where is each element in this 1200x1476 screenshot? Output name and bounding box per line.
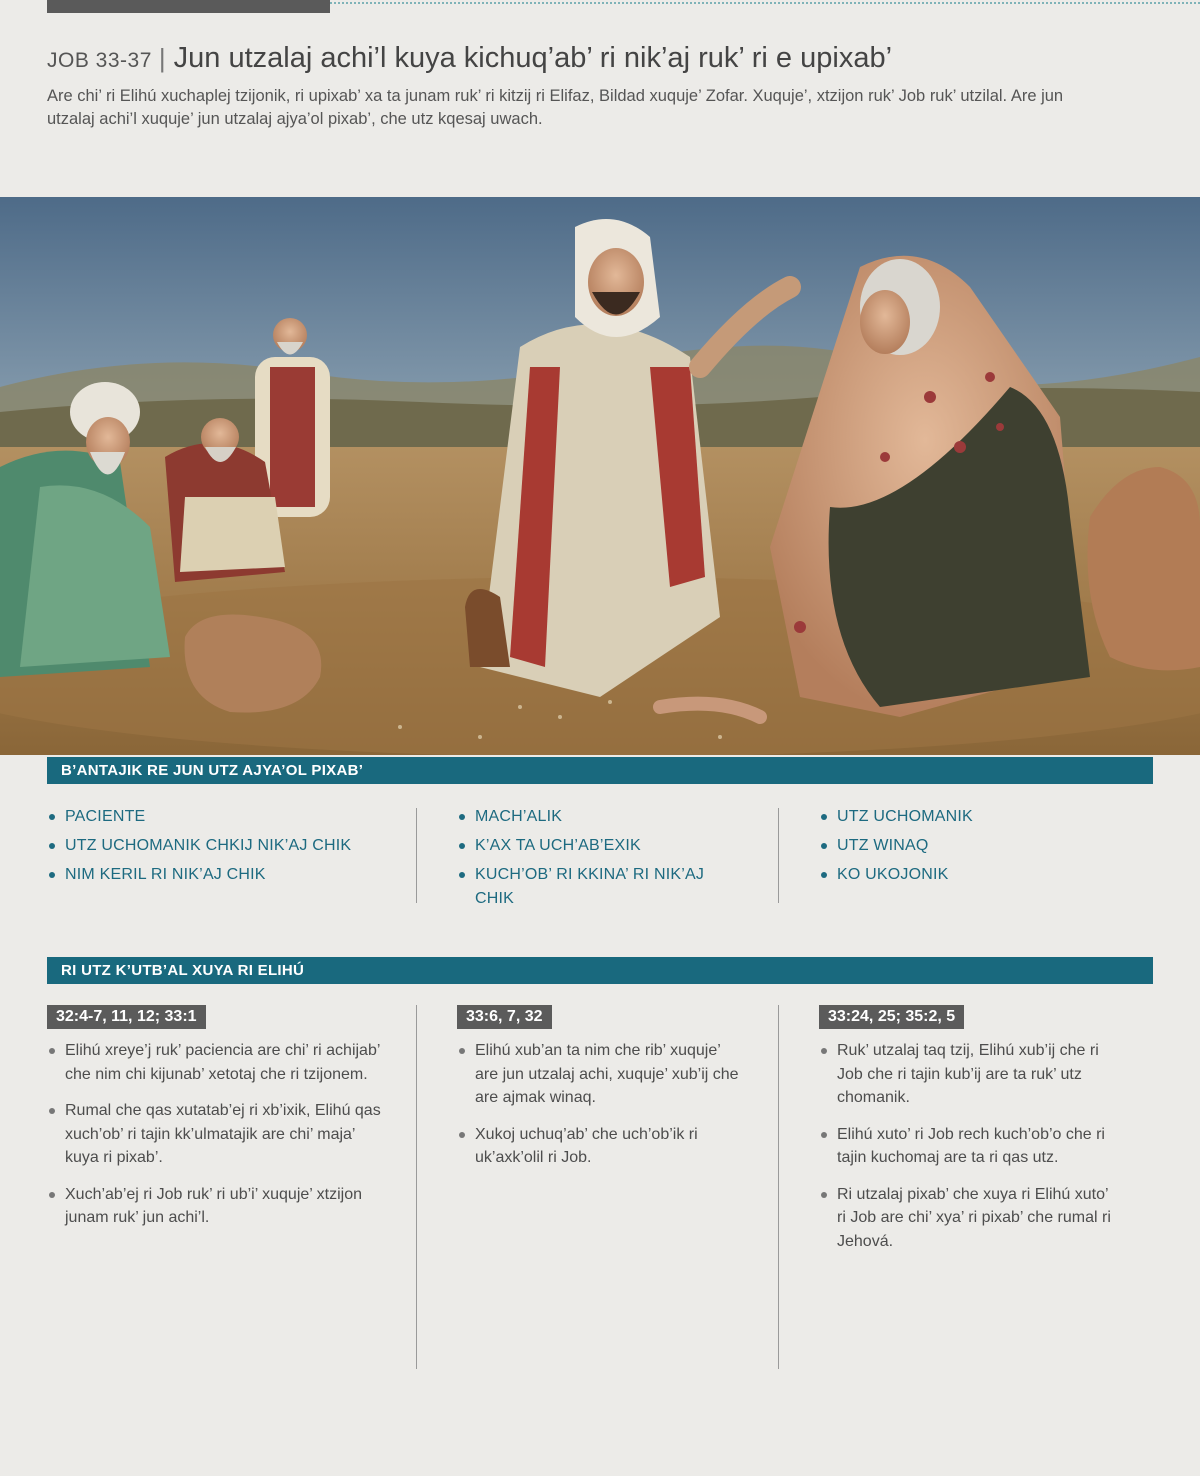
example-item: Rumal che qas xutatab’ej ri xb’ixik, Elihú qas xuch’ob’ ri tajin kk’ulmatajik are chi’ maja’ kuya ri pixab’. [47, 1099, 382, 1170]
qualities-column-3 [819, 805, 1119, 892]
top-decor-bar [47, 0, 330, 13]
header [47, 42, 1157, 131]
example-column-1 [47, 1005, 382, 1243]
quality-item: KUCH’OB’ RI KKINA’ RI NIK’AJ CHIK [457, 863, 707, 911]
example-column-3 [819, 1005, 1119, 1266]
example-item: Xuch’ab’ej ri Job ruk’ ri ub’i’ xuquje’ xtzijon junam ruk’ jun achi’l. [47, 1183, 382, 1230]
column-divider [778, 808, 779, 903]
qualities-heading: B’ANTAJIK RE JUN UTZ AJYA’OL PIXAB’ [47, 757, 1153, 784]
column-divider [416, 808, 417, 903]
qualities-column-1 [47, 805, 407, 892]
quality-item: NIM KERIL RI NIK’AJ CHIK [47, 863, 407, 887]
example-column-2 [457, 1005, 747, 1183]
quality-item: K’AX TA UCH’AB’EXIK [457, 834, 707, 858]
quality-item: MACH’ALIK [457, 805, 707, 829]
example-item: Elihú xuto’ ri Job rech kuch’ob’o che ri tajin kuchomaj are ta ri qas utz. [819, 1123, 1119, 1170]
scripture-ref-box: 33:6, 7, 32 [457, 1005, 552, 1029]
qualities-section [47, 805, 1153, 925]
quality-item: UTZ UCHOMANIK [819, 805, 1119, 829]
intro-paragraph: Are chi’ ri Elihú xuchaplej tzijonik, ri upixab’ xa ta junam ruk’ ri kitzij ri Elifaz, Bildad xuquje’ Zofar. Xuquje’, xtzijon ruk’ Job ruk’ utzilal. Are jun utzalaj achi’l xuquje’ jun utzalaj ajya’ol pixab’, che utz kqesaj uwach. [47, 87, 1064, 128]
scripture-ref-box: 33:24, 25; 35:2, 5 [819, 1005, 964, 1029]
example-item: Xukoj uchuq’ab’ che uch’ob’ik ri uk’axk’olil ri Job. [457, 1123, 747, 1170]
title-row [47, 42, 1157, 75]
example-item: Elihú xreye’j ruk’ paciencia are chi’ ri achijab’ che nim chi kijunab’ xetotaj che ri tzijonem. [47, 1039, 382, 1086]
example-item: Ruk’ utzalaj taq tzij, Elihú xub’ij che ri Job che ri tajin kub’ij are ta ruk’ utz chomanik. [819, 1039, 1119, 1110]
illustration-elihu-and-job [0, 197, 1200, 755]
quality-item: KO UKOJONIK [819, 863, 1119, 887]
example-item: Ri utzalaj pixab’ che xuya ri Elihú xuto’ ri Job are chi’ xya’ ri pixab’ che rumal ri Jehová. [819, 1183, 1119, 1254]
quality-item: PACIENTE [47, 805, 407, 829]
column-divider [416, 1005, 417, 1369]
example-heading: RI UTZ K’UTB’AL XUYA RI ELIHÚ [47, 957, 1153, 984]
scripture-reference: JOB 33-37 [47, 49, 152, 72]
title-separator: | [158, 43, 166, 73]
qualities-column-2 [457, 805, 707, 916]
top-dotted-rule [330, 2, 1200, 4]
example-item: Elihú xub’an ta nim che rib’ xuquje’ are jun utzalaj achi, xuquje’ xub’ij che are ajmak winaq. [457, 1039, 747, 1110]
quality-item: UTZ UCHOMANIK CHKIJ NIK’AJ CHIK [47, 834, 407, 858]
page-title: Jun utzalaj achi’l kuya kichuq’ab’ ri nik’aj ruk’ ri e upixab’ [173, 42, 893, 74]
column-divider [778, 1005, 779, 1369]
scripture-ref-box: 32:4-7, 11, 12; 33:1 [47, 1005, 206, 1029]
quality-item: UTZ WINAQ [819, 834, 1119, 858]
